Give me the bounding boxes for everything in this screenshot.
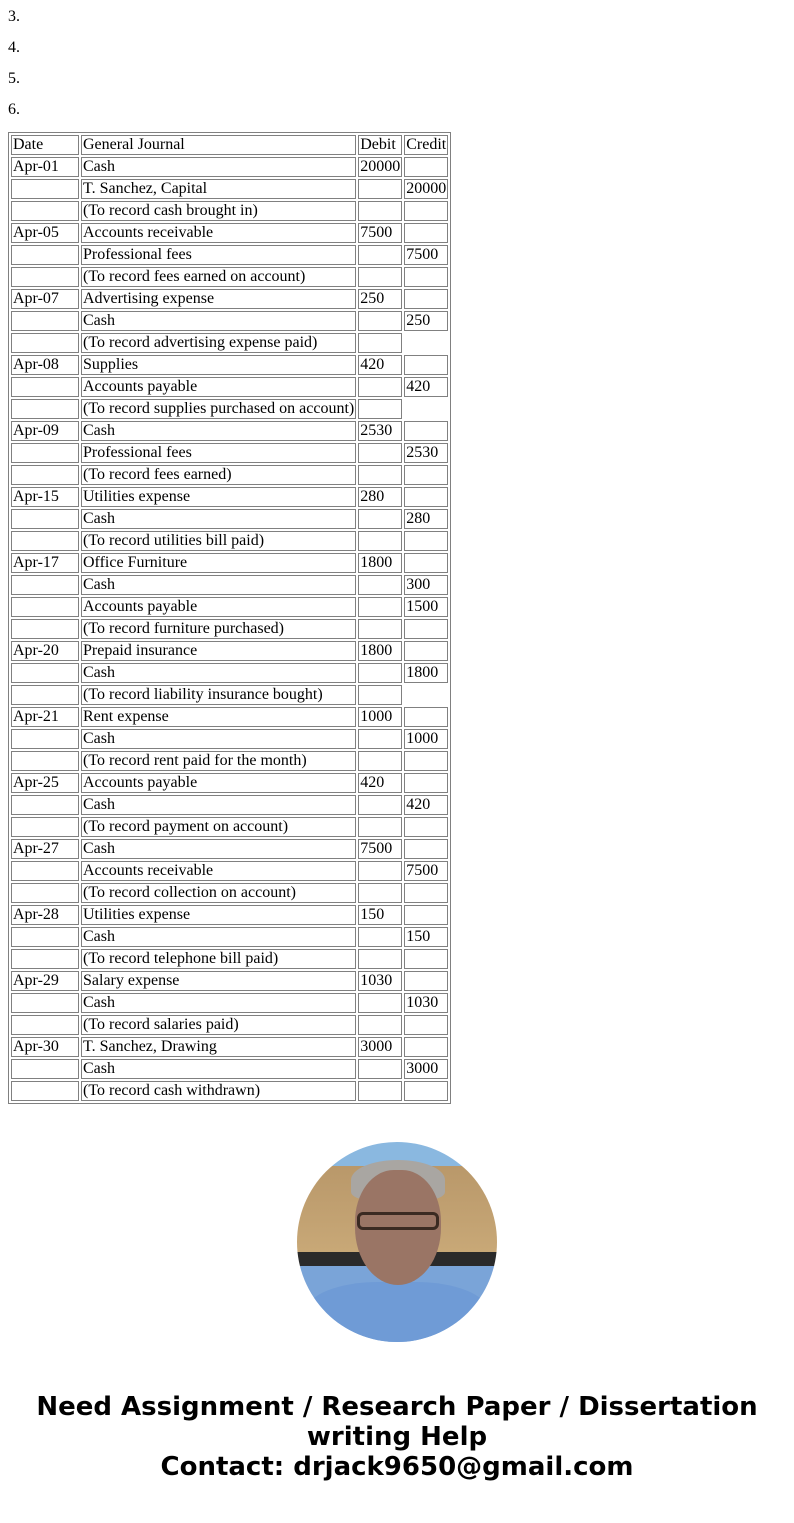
cell-credit: 3000 [404,1059,448,1079]
cell-account: Accounts payable [81,597,356,617]
cell-date [11,245,79,265]
table-row [11,487,448,507]
cell-account: T. Sanchez, Capital [81,179,356,199]
cell-date [11,1015,79,1035]
general-journal-table [8,132,451,1104]
cell-debit [358,333,402,353]
cell-account: Cash [81,509,356,529]
cell-date [11,927,79,947]
cell-account: Accounts payable [81,773,356,793]
table-row [11,179,448,199]
header-credit: Credit [406,136,447,153]
cell-credit: 2530 [404,443,448,463]
cell-account: Accounts receivable [81,861,356,881]
cell-debit [358,729,402,749]
cell-account: Utilities expense [81,905,356,925]
promo-contact: Contact: drjack9650@gmail.com [160,1452,634,1482]
cell-debit [358,663,402,683]
table-row [11,223,448,243]
cell-date [11,949,79,969]
cell-debit [358,883,402,903]
cell-credit [404,1015,448,1035]
cell-date: Apr-07 [11,289,79,309]
cell-debit: 1000 [358,707,402,727]
cell-date [11,575,79,595]
cell-credit: 150 [404,927,448,947]
cell-date [11,597,79,617]
cell-debit [358,1081,402,1101]
cell-credit [404,971,448,991]
cell-credit [404,157,448,177]
cell-account: Professional fees [81,443,356,463]
cell-debit: 3000 [358,1037,402,1057]
cell-credit [404,707,448,727]
cell-date [11,861,79,881]
cell-credit [404,201,448,221]
cell-debit [358,531,402,551]
cell-credit [404,355,448,375]
cell-credit [404,817,448,837]
cell-debit: 1800 [358,641,402,661]
cell-credit [404,905,448,925]
table-row [11,883,448,903]
table-row [11,729,448,749]
table-row [11,861,448,881]
cell-credit: 1500 [404,597,448,617]
cell-account: (To record utilities bill paid) [81,531,356,551]
cell-account: Office Furniture [81,553,356,573]
cell-account: (To record cash brought in) [81,201,356,221]
table-row [11,1037,448,1057]
cell-credit [404,421,448,441]
cell-credit [404,773,448,793]
cell-credit: 20000 [406,180,447,197]
cell-debit [358,443,402,463]
cell-credit: 250 [404,311,448,331]
table-row [11,751,448,771]
cell-date: Apr-15 [11,487,79,507]
cell-debit [358,201,402,221]
cell-debit [358,377,402,397]
cell-debit [358,311,402,331]
cell-account: Prepaid insurance [81,641,356,661]
cell-credit [404,487,448,507]
table-row [11,597,448,617]
table-row [11,289,448,309]
cell-credit [404,1081,448,1101]
cell-credit: 1800 [404,663,448,683]
cell-date: Apr-30 [11,1037,79,1057]
header-debit: Debit [358,135,402,155]
cell-debit: 150 [358,905,402,925]
table-row [11,685,448,705]
cell-date: Apr-17 [11,553,79,573]
cell-account: Utilities expense [81,487,356,507]
cell-debit [358,1015,402,1035]
cell-date [11,179,79,199]
cell-credit [404,883,448,903]
table-row [11,773,448,793]
table-row [11,465,448,485]
cell-credit [404,267,448,287]
header-general-journal: General Journal [81,135,356,155]
empty-gap [404,333,448,353]
table-row [11,509,448,529]
cell-debit [358,685,402,705]
cell-date [11,399,79,419]
table-row [11,971,448,991]
cell-credit [404,289,448,309]
cell-debit [358,267,402,287]
cell-debit: 7500 [358,223,402,243]
table-row [11,443,448,463]
empty-gap [404,685,448,705]
cell-date: Apr-25 [11,773,79,793]
cell-date [11,729,79,749]
cell-account: Cash [81,993,356,1013]
cell-account: (To record rent paid for the month) [81,751,356,771]
cell-account: Cash [81,1059,356,1079]
cell-account: Salary expense [81,971,356,991]
cell-account: Cash [81,421,356,441]
table-row [11,333,448,353]
list-number: 4. [8,39,20,56]
cell-account: Cash [81,795,356,815]
table-row [11,531,448,551]
cell-date [11,201,79,221]
cell-debit [358,993,402,1013]
cell-account: Advertising expense [81,289,356,309]
table-row [11,949,448,969]
cell-debit: 420 [358,773,402,793]
cell-account: Professional fees [81,245,356,265]
cell-account: (To record liability insurance bought) [81,685,356,705]
cell-credit: 7500 [404,861,448,881]
cell-account: (To record cash withdrawn) [81,1081,356,1101]
cell-date [11,685,79,705]
author-photo [297,1142,497,1342]
cell-account: (To record telephone bill paid) [81,949,356,969]
table-row [11,553,448,573]
cell-debit [358,619,402,639]
cell-date: Apr-27 [11,839,79,859]
cell-account: (To record payment on account) [81,817,356,837]
table-row [11,795,448,815]
cell-account: Cash [81,663,356,683]
cell-date [11,795,79,815]
cell-debit: 20000 [360,158,401,175]
promo-line-2: writing Help [306,1422,488,1452]
cell-debit [358,575,402,595]
cell-account: (To record furniture purchased) [81,619,356,639]
cell-debit [358,817,402,837]
cell-date: Apr-01 [11,157,79,177]
promo-line-1: Need Assignment / Research Paper / Dissertation [36,1392,758,1422]
table-row [11,1059,448,1079]
cell-debit: 250 [358,289,402,309]
cell-credit [404,949,448,969]
table-row [11,201,448,221]
cell-date [11,377,79,397]
cell-account: Cash [81,839,356,859]
cell-credit [404,641,448,661]
cell-date [11,751,79,771]
cell-debit: 2530 [358,421,402,441]
cell-credit: 420 [404,377,448,397]
cell-debit: 280 [358,487,402,507]
cell-credit [404,619,448,639]
cell-date: Apr-09 [11,421,79,441]
table-row [11,817,448,837]
cell-date: Apr-29 [11,971,79,991]
cell-date: Apr-28 [11,905,79,925]
cell-date [11,333,79,353]
cell-date [11,619,79,639]
numbered-list [8,8,786,119]
cell-debit [358,597,402,617]
cell-account: Cash [81,729,356,749]
cell-date [11,465,79,485]
cell-date [11,817,79,837]
table-header-row [11,135,448,155]
cell-account: Supplies [81,355,356,375]
cell-credit: 280 [404,509,448,529]
cell-debit [358,949,402,969]
cell-credit: 7500 [404,245,448,265]
table-row [11,641,448,661]
cell-credit [404,553,448,573]
table-row [11,927,448,947]
cell-date [11,993,79,1013]
table-row [11,1015,448,1035]
header-date: Date [11,135,79,155]
cell-debit [358,795,402,815]
promo-text [8,1392,786,1482]
cell-date [11,311,79,331]
cell-account: Cash [81,311,356,331]
table-row [11,421,448,441]
cell-date [11,509,79,529]
cell-account: T. Sanchez, Drawing [81,1037,356,1057]
table-row [11,663,448,683]
table-row [11,267,448,287]
cell-debit [358,751,402,771]
table-row [11,993,448,1013]
cell-credit [404,839,448,859]
cell-debit [358,1059,402,1079]
cell-account: (To record collection on account) [81,883,356,903]
cell-date [11,663,79,683]
cell-credit: 1030 [404,993,448,1013]
cell-account: (To record salaries paid) [81,1015,356,1035]
cell-account: (To record fees earned on account) [81,267,356,287]
table-row [11,575,448,595]
cell-date [11,883,79,903]
cell-date: Apr-08 [11,355,79,375]
cell-debit [358,861,402,881]
cell-credit: 300 [404,575,448,595]
cell-date: Apr-05 [11,223,79,243]
cell-credit [404,465,448,485]
table-row [11,1081,448,1101]
cell-account: Cash [81,927,356,947]
table-row [11,377,448,397]
cell-credit: 420 [404,795,448,815]
cell-date [11,267,79,287]
table-row [11,157,448,177]
empty-gap [404,399,448,419]
cell-date: Apr-20 [11,641,79,661]
cell-credit: 1000 [404,729,448,749]
cell-debit: 420 [358,355,402,375]
table-row [11,245,448,265]
cell-account: Cash [81,157,356,177]
cell-date [11,443,79,463]
cell-date [11,1059,79,1079]
table-row [11,355,448,375]
cell-debit [358,179,402,199]
cell-date [11,531,79,551]
list-number: 6. [8,101,20,118]
cell-account: (To record advertising expense paid) [81,333,356,353]
cell-credit [404,751,448,771]
cell-debit: 1030 [358,971,402,991]
cell-debit [358,927,402,947]
cell-account: (To record supplies purchased on account) [83,400,355,417]
cell-account: Accounts receivable [81,223,356,243]
cell-debit [358,399,402,419]
cell-debit [358,465,402,485]
table-row [11,311,448,331]
table-row [11,905,448,925]
cell-date: Apr-21 [11,707,79,727]
cell-date [11,1081,79,1101]
table-row [11,839,448,859]
table-row [11,619,448,639]
cell-debit [358,245,402,265]
list-number: 5. [8,70,20,87]
cell-account: Cash [81,575,356,595]
cell-account: Rent expense [81,707,356,727]
list-number: 3. [8,8,20,25]
cell-credit [404,223,448,243]
cell-debit: 7500 [358,839,402,859]
cell-credit [404,531,448,551]
cell-account: Accounts payable [81,377,356,397]
table-row [11,399,448,419]
cell-debit [358,509,402,529]
table-row [11,707,448,727]
cell-credit [404,1037,448,1057]
cell-account: (To record fees earned) [81,465,356,485]
cell-debit: 1800 [358,553,402,573]
